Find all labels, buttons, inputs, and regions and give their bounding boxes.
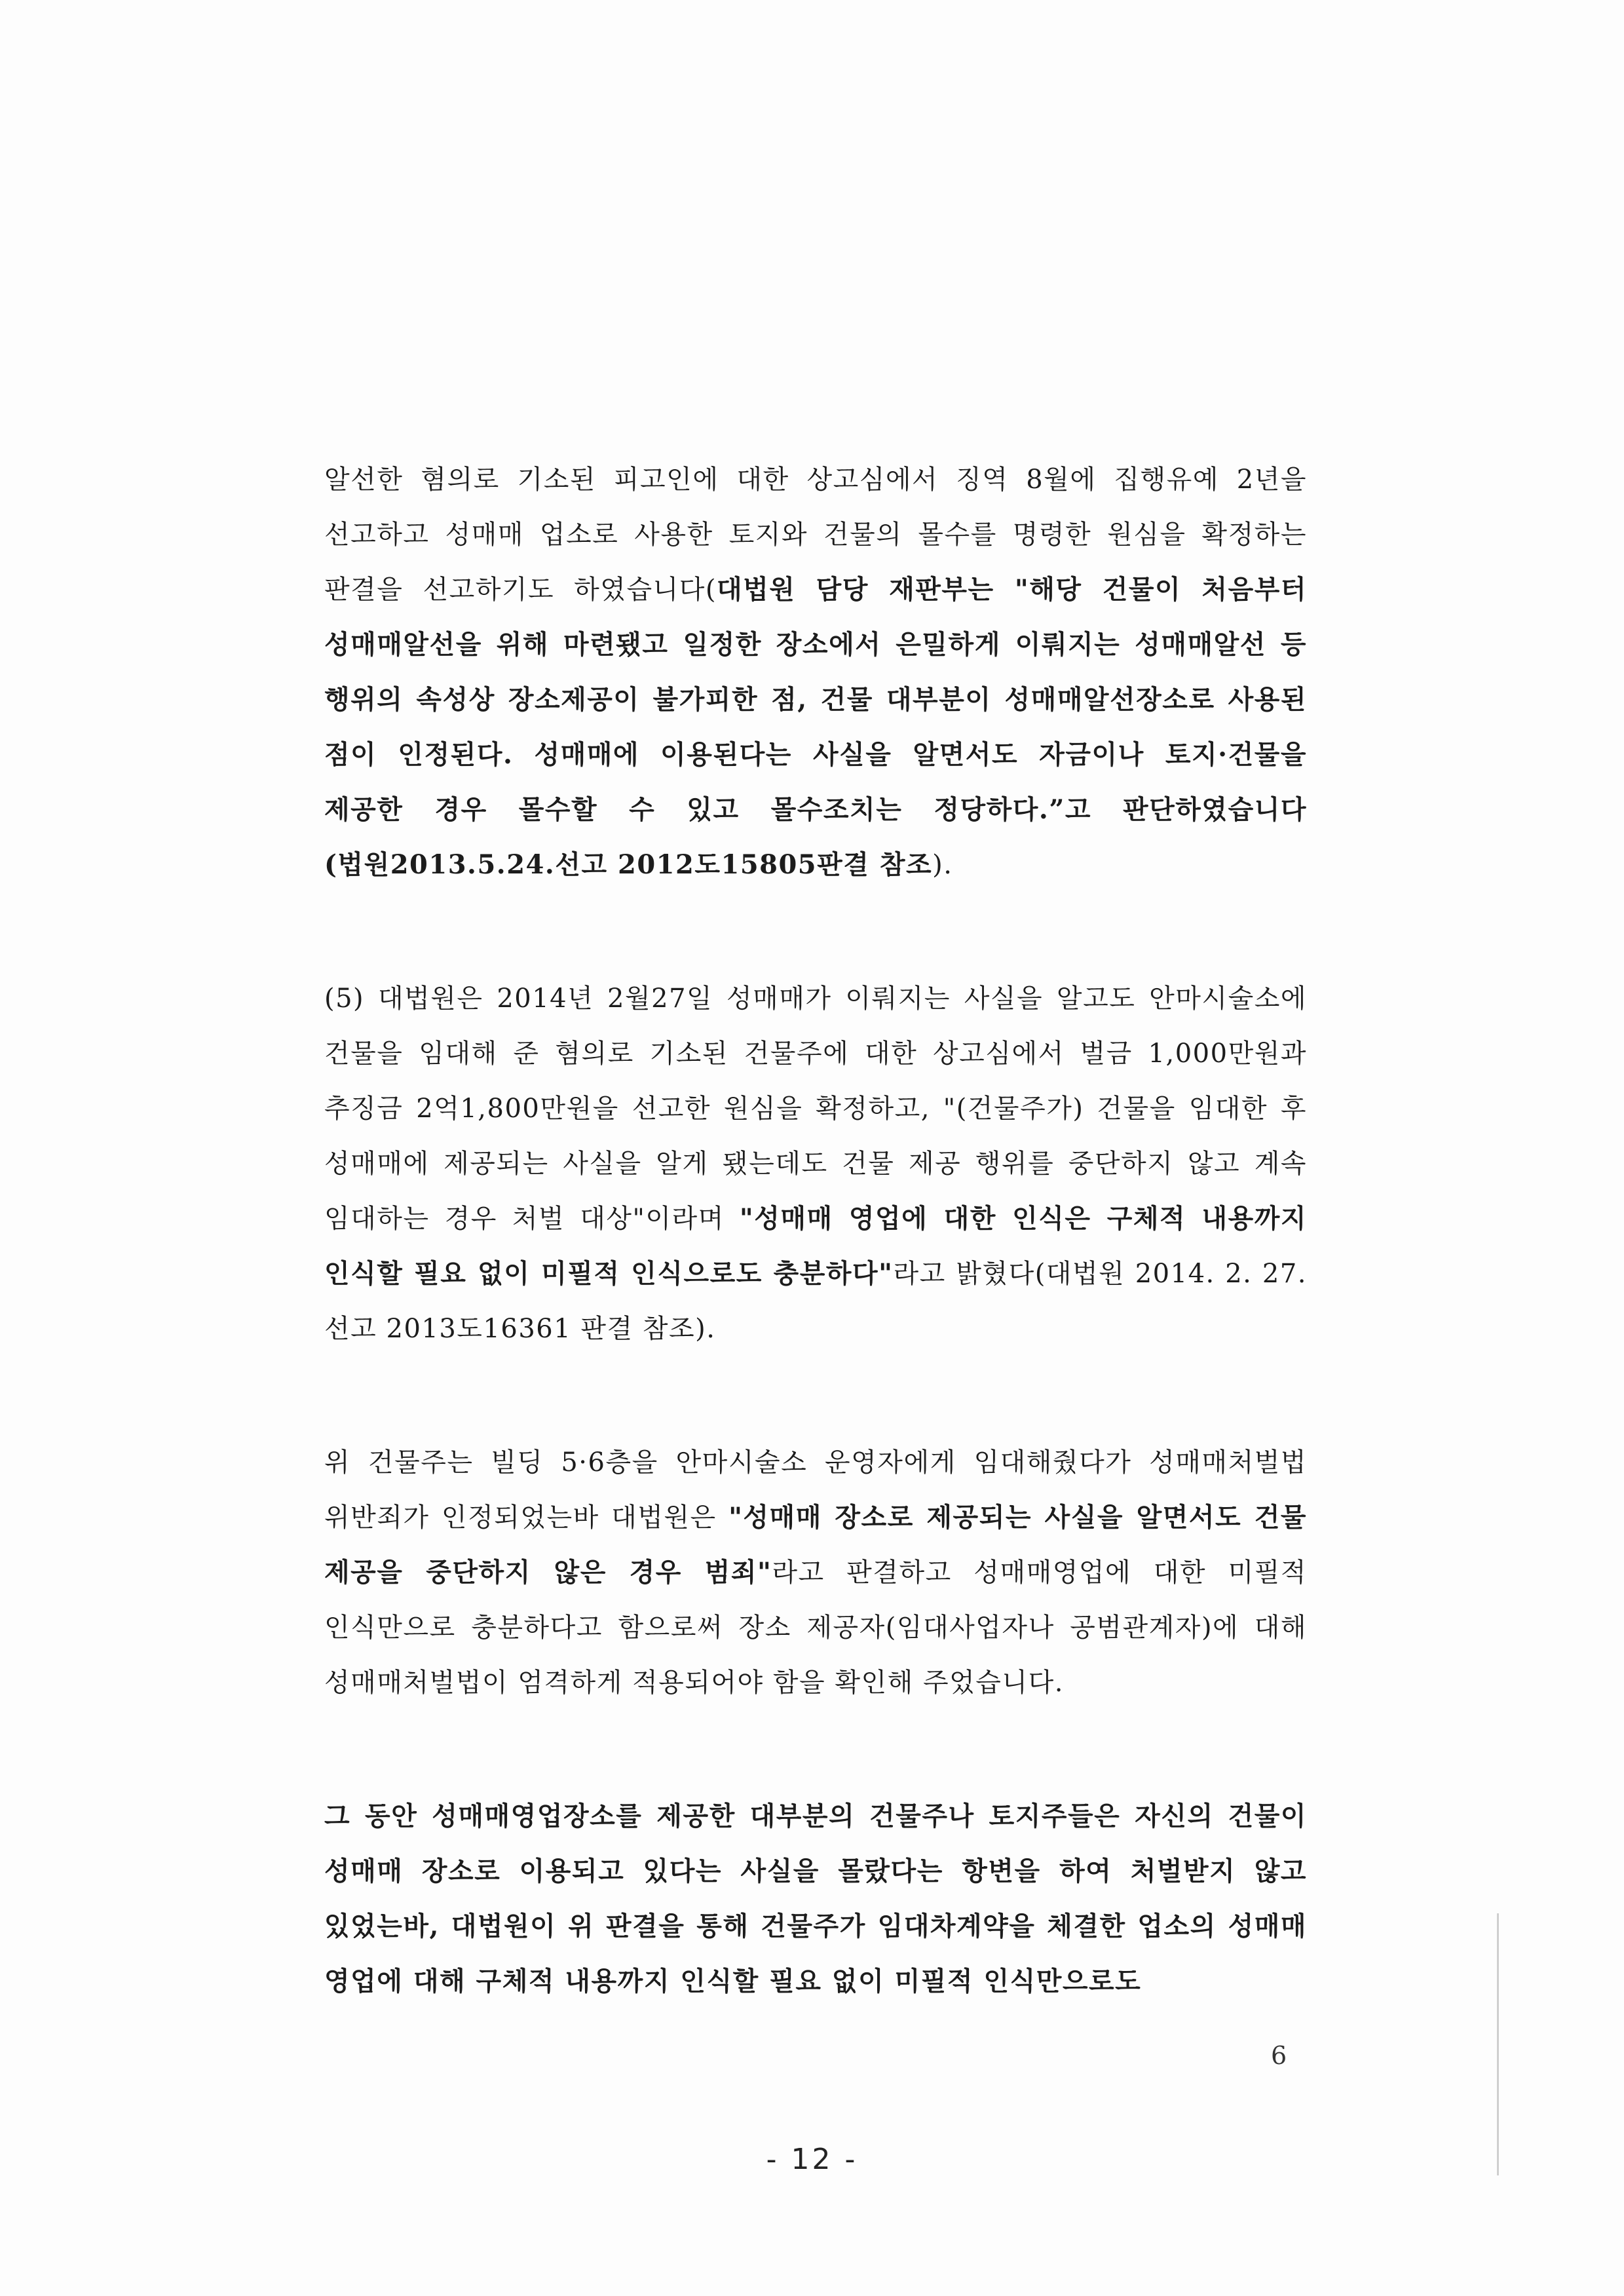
paragraph-text: 라고 밝혔다(대법원 2014. 2. 27. 선고 2013도16361 판결 참조). bbox=[324, 1259, 1307, 1344]
document-body bbox=[324, 452, 1307, 2009]
paragraph-gap bbox=[324, 892, 1307, 971]
paragraph-text: 위 건물주는 빌딩 5·6층을 안마시술소 운영자에게 임대해줬다가 성매매처벌법 위반죄가 인정되었는바 대법원은 bbox=[324, 1447, 1307, 1533]
paragraph-gap bbox=[324, 1356, 1307, 1435]
paragraph-text: (5) 대법원은 2014년 2월27일 성매매가 이뤄지는 사실을 알고도 안마시술소에 건물을 임대해 준 혐의로 기소된 건물주에 대한 상고심에서 벌금 1,000만원과 추징금 2억1,800만원을 선고한 원심을 확정하고, "(건물주가) 건물을 임대한 후 성매매에 제공되는 사실을 알게 됐는데도 건물 제공 행위를 중단하지 않고 계속 임대하는 경우 처벌 대상"이라며 bbox=[324, 984, 1307, 1234]
scan-margin-line bbox=[1497, 1913, 1499, 2175]
paragraph-text-bold: 대법원 담당 재판부는 "해당 건물이 처음부터 성매매알선을 위해 마련됐고 일정한 장소에서 은밀하게 이뤄지는 성매매알선 등 행위의 속성상 장소제공이 불가피한 점, 건물 대부분이 성매매알선장소로 사용된 점이 인정된다. 성매매에 이용된다는 사실을 알면서도 자금이나 토지·건물을 제공한 경우 몰수할 수 있고 몰수조치는 정당하다.”고 판단하였습니다(법원2013.5.24.선고 2012도15805판결 참조 bbox=[324, 574, 1307, 880]
paragraph-text-bold: "성매매 영업에 대한 인식은 구체적 내용까지 인식할 필요 없이 미필적 인식으로도 충분하다" bbox=[324, 1203, 1308, 1289]
paragraph-gap bbox=[324, 1710, 1307, 1789]
paragraph-text-bold: "성매매 장소로 제공되는 사실을 알면서도 건물 제공을 중단하지 않은 경우 범죄" bbox=[324, 1502, 1307, 1588]
paragraph-text: 라고 판결하고 성매매영업에 대한 미필적 인식만으로 충분하다고 함으로써 장소 제공자(임대사업자나 공범관계자)에 대해 성매매처벌법이 엄격하게 적용되어야 함을 확인해 주었습니다. bbox=[324, 1558, 1307, 1698]
paragraph-text-bold: 그 동안 성매매영업장소를 제공한 대부분의 건물주나 토지주들은 자신의 건물이 성매매 장소로 이용되고 있다는 사실을 몰랐다는 항변을 하여 처벌받지 않고 있었는바, 대법원이 위 판결을 통해 건물주가 임대차계약을 체결한 업소의 성매매 영업에 대해 구체적 내용까지 인식할 필요 없이 미필적 인식만으로도 bbox=[324, 1801, 1307, 1997]
paragraph-text: 알선한 혐의로 기소된 피고인에 대한 상고심에서 징역 8월에 집행유예 2년을 선고하고 성매매 업소로 사용한 토지와 건물의 몰수를 명령한 원심을 확정하는 판결을 선고하기도 하였습니다( bbox=[324, 465, 1307, 605]
paragraph-text: ). bbox=[932, 850, 953, 880]
paragraph-4 bbox=[324, 1789, 1307, 2009]
paragraph-1 bbox=[324, 452, 1307, 892]
paragraph-2 bbox=[324, 971, 1307, 1356]
paragraph-3 bbox=[324, 1435, 1307, 1710]
footer-page-number: - 12 - bbox=[766, 2143, 858, 2176]
inner-page-number: 6 bbox=[1271, 2041, 1287, 2070]
